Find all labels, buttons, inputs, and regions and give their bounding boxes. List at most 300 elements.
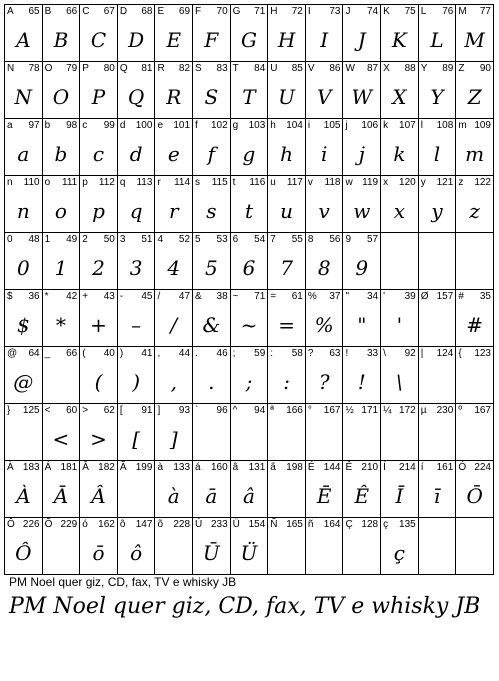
cell-code: 125 <box>22 405 40 416</box>
cell-label <box>232 177 267 189</box>
cell-code: 166 <box>286 405 303 416</box>
glyph-cell <box>155 518 193 575</box>
cell-glyph <box>343 534 380 572</box>
cell-label <box>307 348 342 360</box>
cell-glyph: P <box>91 85 106 109</box>
cell-code: 33 <box>366 348 379 359</box>
cell-char: m <box>458 120 467 131</box>
glyph-cell <box>268 404 306 461</box>
cell-char: ( <box>82 348 86 359</box>
cell-glyph: ç <box>393 541 405 565</box>
cell-label <box>307 120 342 132</box>
cell-label <box>6 462 41 474</box>
cell-glyph <box>268 477 305 515</box>
cell-char: n <box>7 177 13 188</box>
glyph-cell <box>268 62 306 119</box>
cell-glyph <box>118 477 155 515</box>
cell-glyph: 5 <box>204 256 218 280</box>
cell-char: @ <box>7 348 18 359</box>
cell-char: ! <box>345 348 349 359</box>
cell-label <box>269 405 304 417</box>
cell-char: ) <box>119 348 124 359</box>
cell-char: Ê <box>345 462 353 473</box>
cell-label <box>119 405 154 417</box>
cell-label <box>457 405 492 417</box>
cell-label <box>382 405 417 417</box>
cell-code: 59 <box>254 348 266 359</box>
cell-code: 157 <box>436 291 454 302</box>
cell-char: K <box>383 6 390 17</box>
cell-label <box>119 462 154 474</box>
cell-char: P <box>82 63 89 74</box>
glyph-cell <box>117 119 155 176</box>
glyph-cell <box>268 119 306 176</box>
glyph-cell <box>193 62 231 119</box>
cell-label <box>344 177 379 189</box>
cell-glyph: Ê <box>354 484 370 508</box>
cell-char: $ <box>7 291 13 302</box>
cell-code: 70 <box>216 6 228 17</box>
cell-code: 97 <box>28 120 40 131</box>
cell-char: ó <box>82 519 88 530</box>
cell-glyph: g <box>242 142 256 166</box>
cell-code: 54 <box>254 234 266 245</box>
glyph-cell <box>5 5 43 62</box>
cell-code: 73 <box>329 6 341 17</box>
cell-label <box>119 6 154 18</box>
cell-code: 83 <box>216 63 228 74</box>
cell-code: 82 <box>178 63 191 74</box>
cell-label <box>420 120 455 132</box>
cell-char: F <box>195 6 202 17</box>
cell-code: 36 <box>28 291 40 302</box>
cell-code: 133 <box>173 462 191 473</box>
glyph-cell <box>381 5 419 62</box>
cell-glyph: X <box>392 85 407 109</box>
cell-code: 96 <box>216 405 228 416</box>
glyph-cell <box>343 119 381 176</box>
cell-code: 89 <box>442 63 454 74</box>
cell-label <box>6 519 41 531</box>
cell-code: 43 <box>103 291 115 302</box>
cell-code: 44 <box>178 348 191 359</box>
cell-char: M <box>458 6 467 17</box>
cell-glyph: ] <box>169 427 178 451</box>
cell-glyph: l <box>433 142 441 166</box>
cell-label <box>119 348 154 360</box>
cell-code: 47 <box>178 291 191 302</box>
cell-glyph: " <box>357 313 367 337</box>
cell-glyph: Q <box>127 85 145 109</box>
cell-code: 92 <box>404 348 416 359</box>
cell-label <box>6 177 41 189</box>
cell-code: 84 <box>254 63 266 74</box>
cell-label <box>232 462 267 474</box>
cell-glyph <box>381 420 418 458</box>
cell-glyph: c <box>92 142 105 166</box>
cell-char: k <box>383 120 389 131</box>
cell-char: Í <box>383 462 386 473</box>
cell-glyph: k <box>393 142 406 166</box>
glyph-cell <box>456 347 494 404</box>
glyph-cell <box>418 518 456 575</box>
cell-glyph: ō <box>92 541 105 565</box>
cell-glyph: f <box>207 142 216 166</box>
glyph-cell <box>193 518 231 575</box>
cell-code: 85 <box>291 63 303 74</box>
cell-glyph: r <box>168 199 179 223</box>
cell-glyph <box>419 363 456 401</box>
cell-code: 160 <box>210 462 228 473</box>
glyph-cell <box>268 347 306 404</box>
glyph-cell <box>42 290 80 347</box>
cell-char: O <box>44 63 53 74</box>
cell-label <box>420 6 455 18</box>
glyph-cell <box>305 233 343 290</box>
glyph-cell <box>305 518 343 575</box>
cell-code: 230 <box>436 405 454 416</box>
cell-char: L <box>420 6 427 17</box>
cell-char: p <box>82 177 88 188</box>
cell-label <box>420 462 455 474</box>
cell-char: C <box>82 6 90 17</box>
cell-label <box>194 234 229 246</box>
cell-code: 49 <box>66 234 78 245</box>
cell-glyph: O <box>52 85 70 109</box>
cell-code: 182 <box>98 462 115 473</box>
cell-glyph: h <box>280 142 294 166</box>
cell-code: 65 <box>28 6 40 17</box>
cell-code: 181 <box>60 462 78 473</box>
cell-label <box>44 348 79 360</box>
glyph-cell <box>5 518 43 575</box>
cell-glyph: Ē <box>316 484 332 508</box>
cell-glyph: $ <box>16 313 30 337</box>
cell-code: 74 <box>366 6 379 17</box>
cell-code: 112 <box>98 177 115 188</box>
cell-char: 6 <box>232 234 239 245</box>
glyph-cell <box>155 347 193 404</box>
cell-char: É <box>307 462 315 473</box>
glyph-cell <box>193 176 231 233</box>
glyph-cell <box>456 404 494 461</box>
cell-glyph: à <box>167 484 180 508</box>
cell-label <box>382 6 417 18</box>
cell-code: 107 <box>399 120 416 131</box>
cell-code: 162 <box>98 519 115 530</box>
cell-label <box>194 519 229 531</box>
glyph-cell <box>80 347 118 404</box>
cell-char: - <box>119 291 124 302</box>
cell-char: T <box>232 63 239 74</box>
cell-label <box>457 348 492 360</box>
glyph-cell <box>268 5 306 62</box>
cell-label <box>382 291 417 303</box>
glyph-cell <box>155 290 193 347</box>
cell-code: 63 <box>329 348 341 359</box>
cell-char: À <box>7 462 14 473</box>
glyph-cell <box>456 5 494 62</box>
cell-char: µ <box>420 405 427 416</box>
cell-char: Á <box>44 462 52 473</box>
glyph-cell <box>456 62 494 119</box>
cell-label <box>307 63 342 75</box>
cell-code: 101 <box>173 120 191 131</box>
glyph-row <box>5 119 494 176</box>
cell-glyph: ! <box>357 370 366 394</box>
glyph-cell <box>155 176 193 233</box>
cell-code: 110 <box>23 177 40 188</box>
cell-char: Q <box>119 63 128 74</box>
cell-code: 86 <box>329 63 341 74</box>
cell-code: 165 <box>286 519 303 530</box>
cell-char: [ <box>119 405 123 416</box>
cell-label <box>81 519 116 531</box>
cell-label <box>232 120 267 132</box>
cell-label <box>344 234 379 246</box>
cell-char: R <box>157 63 165 74</box>
glyph-row <box>5 233 494 290</box>
cell-glyph: ā <box>205 484 218 508</box>
cell-glyph: n <box>16 199 30 223</box>
cell-code: 60 <box>66 405 78 416</box>
cell-glyph: v <box>318 199 330 223</box>
cell-label <box>382 519 417 531</box>
cell-glyph: 6 <box>242 256 256 280</box>
glyph-cell <box>193 404 231 461</box>
cell-glyph: t <box>244 199 253 223</box>
cell-code: 115 <box>211 177 228 188</box>
cell-char: ' <box>383 291 386 302</box>
glyph-cell <box>305 5 343 62</box>
cell-glyph: z <box>469 199 480 223</box>
cell-label <box>6 234 41 246</box>
cell-char: Ü <box>232 519 240 530</box>
cell-code: 71 <box>254 291 266 302</box>
cell-label <box>156 405 191 417</box>
glyph-cell <box>418 233 456 290</box>
cell-code: 224 <box>474 462 491 473</box>
cell-code: 183 <box>22 462 40 473</box>
cell-char: Y <box>420 63 428 74</box>
cell-code: 57 <box>366 234 379 245</box>
cell-char: z <box>458 177 464 188</box>
cell-char: V <box>307 63 315 74</box>
cell-code: 229 <box>60 519 78 530</box>
cell-char: y <box>420 177 426 188</box>
cell-label <box>344 405 379 417</box>
cell-char: Ó <box>458 462 467 473</box>
glyph-cell <box>456 119 494 176</box>
cell-char: a <box>7 120 13 131</box>
cell-code: 135 <box>399 519 416 530</box>
cell-glyph: Ā <box>53 484 69 508</box>
cell-label <box>156 177 191 189</box>
cell-glyph: Ü <box>240 541 258 565</box>
cell-char: ; <box>232 348 236 359</box>
cell-code: 109 <box>474 120 491 131</box>
cell-char: ~ <box>232 291 239 302</box>
cell-label <box>44 177 79 189</box>
cell-code: 66 <box>66 348 78 359</box>
cell-label <box>194 6 229 18</box>
cell-code: 81 <box>141 63 153 74</box>
glyph-cell <box>193 461 231 518</box>
glyph-cell <box>230 176 268 233</box>
cell-label <box>156 6 191 18</box>
cell-glyph: â <box>242 484 255 508</box>
cell-glyph: K <box>391 28 407 52</box>
glyph-cell <box>230 62 268 119</box>
cell-label <box>420 519 455 531</box>
glyph-cell <box>80 461 118 518</box>
cell-char: 4 <box>157 234 163 245</box>
cell-label <box>307 519 342 531</box>
cell-code: 111 <box>62 177 78 188</box>
cell-glyph: ( <box>94 370 103 394</box>
glyph-cell <box>42 347 80 404</box>
cell-code: 91 <box>141 405 153 416</box>
cell-label <box>269 63 304 75</box>
cell-char: ? <box>307 348 314 359</box>
cell-code: 78 <box>28 63 40 74</box>
glyph-cell <box>456 176 494 233</box>
glyph-cell <box>155 5 193 62</box>
cell-code: 58 <box>291 348 303 359</box>
cell-glyph: B <box>53 28 69 52</box>
cell-label <box>457 291 492 303</box>
cell-code: 67 <box>103 6 115 17</box>
cell-glyph <box>231 420 268 458</box>
cell-glyph: i <box>320 142 328 166</box>
glyph-cell <box>193 119 231 176</box>
cell-char: x <box>383 177 389 188</box>
cell-label <box>194 63 229 75</box>
cell-char: j <box>345 120 348 131</box>
cell-label <box>457 519 492 531</box>
glyph-cell <box>381 518 419 575</box>
cell-label <box>81 462 116 474</box>
cell-char: ô <box>119 519 126 530</box>
cell-char: + <box>82 291 89 302</box>
glyph-cell <box>155 404 193 461</box>
cell-glyph: * <box>55 313 66 337</box>
glyph-cell <box>418 461 456 518</box>
cell-glyph: & <box>202 313 221 337</box>
glyph-cell <box>305 290 343 347</box>
cell-label <box>81 6 116 18</box>
cell-code: 98 <box>66 120 78 131</box>
cell-char: ñ <box>307 519 314 530</box>
cell-code: 93 <box>178 405 191 416</box>
cell-char: | <box>420 348 424 359</box>
cell-glyph <box>419 534 456 572</box>
glyph-cell <box>117 518 155 575</box>
sample-caption: PM Noel quer giz, CD, fax, TV e whisky JB <box>9 575 237 589</box>
glyph-cell <box>418 290 456 347</box>
cell-glyph: % <box>314 313 334 337</box>
cell-glyph: ; <box>245 370 253 394</box>
cell-glyph: ) <box>132 370 141 394</box>
glyph-cell <box>230 119 268 176</box>
glyph-cell <box>343 176 381 233</box>
glyph-cell <box>381 119 419 176</box>
glyph-cell <box>305 347 343 404</box>
cell-glyph <box>5 420 42 458</box>
cell-char: c <box>82 120 88 131</box>
cell-char: â <box>232 462 239 473</box>
cell-code: 108 <box>436 120 454 131</box>
cell-code: 34 <box>366 291 379 302</box>
cell-code: 113 <box>136 177 153 188</box>
glyph-cell <box>418 62 456 119</box>
cell-code: 123 <box>474 348 491 359</box>
cell-label <box>119 177 154 189</box>
cell-code: 37 <box>329 291 341 302</box>
cell-glyph: > <box>90 427 107 451</box>
glyph-cell <box>268 461 306 518</box>
cell-label <box>6 63 41 75</box>
cell-glyph <box>456 363 493 401</box>
cell-char: º <box>458 405 462 416</box>
cell-code: 102 <box>210 120 228 131</box>
cell-glyph: V <box>316 85 332 109</box>
cell-label <box>307 405 342 417</box>
glyph-cell <box>117 347 155 404</box>
cell-label <box>269 177 304 189</box>
cell-label <box>344 462 379 474</box>
cell-code: 114 <box>174 177 191 188</box>
cell-code: 105 <box>323 120 341 131</box>
cell-label <box>307 291 342 303</box>
cell-char: 9 <box>345 234 352 245</box>
cell-char: , <box>157 348 161 359</box>
glyph-cell <box>5 347 43 404</box>
cell-char: l <box>420 120 423 131</box>
glyph-row <box>5 5 494 62</box>
cell-glyph: L <box>430 28 444 52</box>
glyph-cell <box>193 347 231 404</box>
cell-label <box>156 519 191 531</box>
cell-char: r <box>157 177 161 188</box>
glyph-cell <box>117 62 155 119</box>
cell-glyph: / <box>170 313 178 337</box>
cell-label <box>232 405 267 417</box>
cell-char: s <box>195 177 201 188</box>
cell-label <box>382 348 417 360</box>
cell-label <box>307 177 342 189</box>
cell-char: W <box>345 63 355 74</box>
cell-label <box>44 120 79 132</box>
glyph-cell <box>155 461 193 518</box>
cell-glyph <box>456 420 493 458</box>
cell-code: 199 <box>135 462 153 473</box>
cell-char: ç <box>383 519 389 530</box>
glyph-cell <box>5 461 43 518</box>
cell-char: 0 <box>7 234 13 245</box>
cell-label <box>232 6 267 18</box>
cell-label <box>194 291 229 303</box>
cell-glyph: b <box>54 142 68 166</box>
cell-char: G <box>232 6 241 17</box>
cell-char: e <box>157 120 163 131</box>
glyph-cell <box>42 5 80 62</box>
cell-char: 5 <box>195 234 201 245</box>
glyph-cell <box>381 347 419 404</box>
cell-glyph: o <box>54 199 67 223</box>
glyph-cell <box>42 62 80 119</box>
cell-label <box>420 234 455 246</box>
